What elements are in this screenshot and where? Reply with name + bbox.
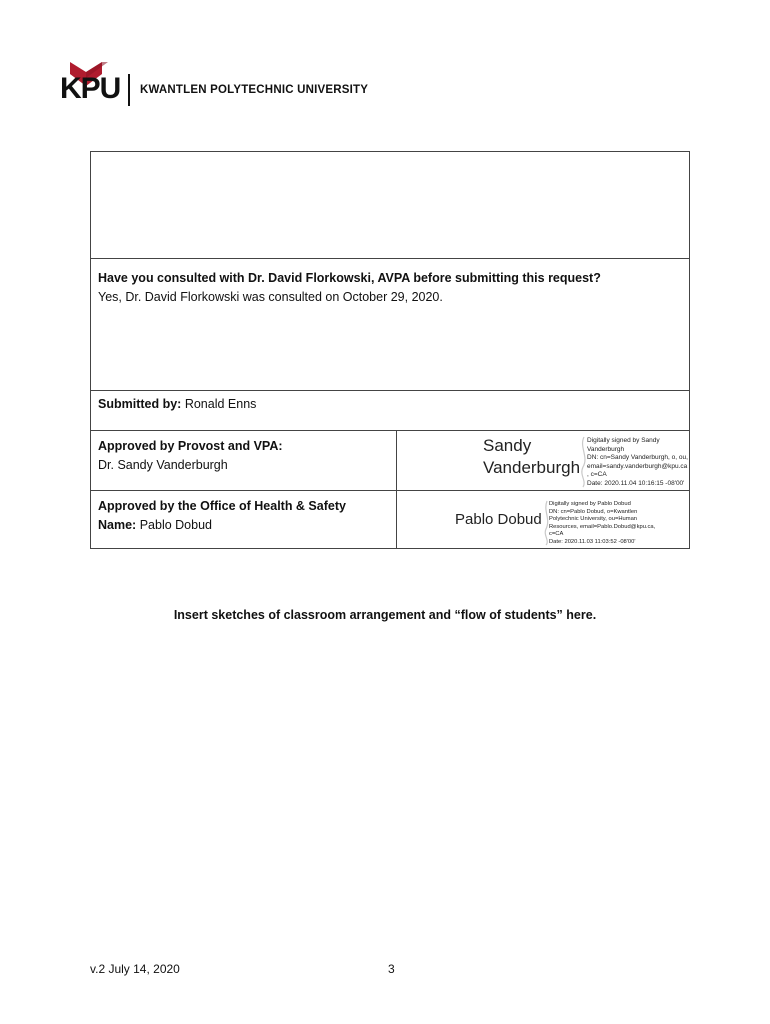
safety-digital-stamp [549,501,655,546]
logo-kpu-text: KPU [60,72,121,105]
safety-name-label: Name: [98,518,137,532]
provost-label-cell [91,431,397,490]
footer-version: v.2 July 14, 2020 [90,962,180,976]
provost-label: Approved by Provost and VPA: [98,439,283,453]
stamp-line: email=sandy.vanderburgh@kpu.ca [587,462,688,470]
stamp-line: , c=CA [587,471,607,478]
provost-signature-line1: Sandy [483,436,532,455]
provost-digital-stamp [587,437,688,488]
safety-label-cell [91,491,397,548]
stamp-line: Digitally signed by Sandy [587,437,660,444]
footer-page-number: 3 [388,962,395,976]
safety-label: Approved by the Office of Health & Safety [98,499,346,513]
submitted-value: Ronald Enns [184,397,257,411]
stamp-line: Date: 2020.11.03 11:03:52 -08'00' [549,538,636,545]
submitted-label: Submitted by: [98,397,182,411]
stamp-line: Resources, email=Pablo.Dobud@kpu.ca, [549,523,656,530]
kpu-logo [60,44,380,108]
consult-answer: Yes, Dr. David Florkowski was consulted on October 29, 2020. [98,290,443,304]
provost-signature-line2: Vanderburgh [483,458,581,477]
stamp-line: Digitally signed by Pablo Dobud [549,501,631,507]
consult-row [91,259,689,391]
provost-signature-cell [397,431,689,490]
consult-question: Have you consulted with Dr. David Florkowski, AVPA before submitting this request? [98,271,601,285]
university-name: KWANTLEN POLYTECHNIC UNIVERSITY [140,84,369,96]
sketch-instruction: Insert sketches of classroom arrangement and “flow of students” here. [173,608,597,622]
approval-form-table [90,151,690,549]
safety-signature: Pablo Dobud [455,511,542,528]
safety-row [91,491,689,548]
stamp-line: Vanderburgh [587,445,625,453]
stamp-line: c=CA [549,531,564,537]
stamp-line: Polytechnic University, ou=Human [549,516,638,522]
empty-row [91,152,689,259]
submitted-row [91,391,689,431]
stamp-line: Date: 2020.11.04 10:16:15 -08'00' [587,479,685,487]
stamp-line: DN: cn=Sandy Vanderburgh, o, ou, [587,454,688,461]
provost-row [91,431,689,491]
provost-name: Dr. Sandy Vanderburgh [98,458,228,472]
safety-signature-cell [397,491,689,548]
stamp-line: DN: cn=Pablo Dobud, o=Kwantlen [549,508,638,515]
logo-divider [128,74,130,106]
safety-name-value: Pablo Dobud [139,518,212,532]
provost-signature [483,435,580,479]
